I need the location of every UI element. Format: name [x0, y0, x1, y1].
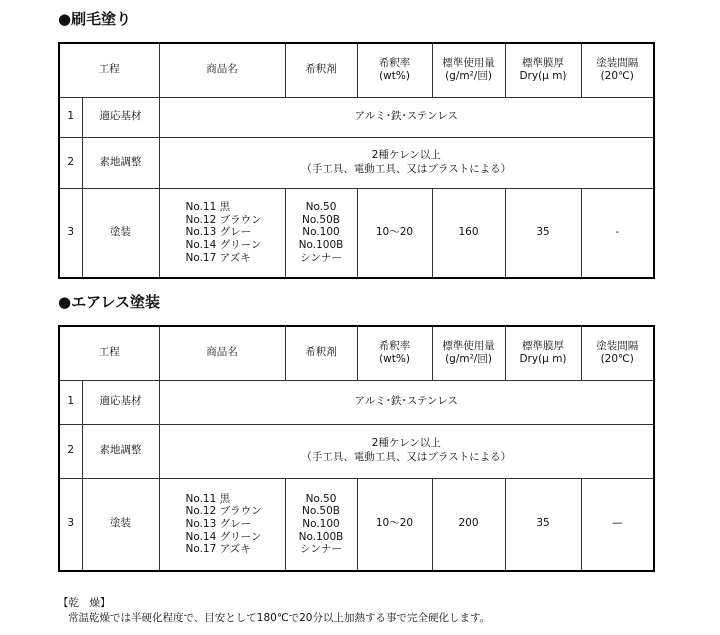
- header-step: [59, 326, 159, 380]
- thinner-item: No.100: [302, 517, 340, 530]
- header-usage: [432, 43, 505, 97]
- row-content: [159, 424, 654, 478]
- thinner-label: 希釈剤: [305, 63, 337, 76]
- interval-value: -: [615, 225, 620, 238]
- product-item: No.13 グレー: [185, 517, 252, 530]
- interval-unit: (20℃): [600, 353, 634, 366]
- thickness-cell: [505, 188, 581, 278]
- ratio-cell: [357, 188, 432, 278]
- row-no: 1: [67, 395, 75, 408]
- table-row: [59, 380, 654, 424]
- usage-label: 標準使用量: [442, 56, 495, 69]
- header-product: [159, 43, 285, 97]
- thickness-value: 35: [536, 517, 550, 530]
- row-number: [59, 424, 82, 478]
- row-number: [59, 97, 82, 137]
- drying-note: [58, 596, 490, 626]
- table-row: [59, 188, 654, 278]
- note-body: 常温乾燥では半硬化程度で、目安として180℃で20分以上加熱する事で完全硬化します。: [68, 612, 491, 625]
- usage-cell: [432, 478, 505, 571]
- row-step: [82, 478, 159, 571]
- step-name: 適応基材: [99, 110, 142, 123]
- header-thickness: [505, 43, 581, 97]
- row-step: [82, 137, 159, 188]
- thinner-item: No.50: [305, 201, 337, 214]
- content-text: アルミ･鉄･ステンレス: [354, 110, 458, 123]
- thinner-item: シンナー: [300, 251, 342, 264]
- row-number: [59, 478, 82, 571]
- thickness-label: 標準膜厚: [522, 56, 564, 69]
- coating-spec-table: [58, 42, 655, 279]
- step-name: 素地調整: [99, 155, 142, 168]
- header-thickness: [505, 326, 581, 380]
- header-row: [59, 43, 654, 97]
- header-ratio: [357, 326, 432, 380]
- usage-unit: (g/m²/回): [445, 353, 492, 366]
- product-item: No.12 ブラウン: [185, 505, 262, 518]
- usage-cell: [432, 188, 505, 278]
- thickness-value: 35: [536, 225, 550, 238]
- row-content: [159, 137, 654, 188]
- table-row: [59, 478, 654, 571]
- product-item: No.11 黒: [185, 492, 231, 505]
- row-number: [59, 380, 82, 424]
- thinner-item: No.50B: [302, 505, 340, 518]
- row-content: [159, 380, 654, 424]
- interval-label: 塗装間隔: [596, 56, 639, 69]
- header-ratio: [357, 43, 432, 97]
- thinner-list: [285, 188, 357, 278]
- interval-value: —: [612, 517, 623, 530]
- section-title: ●刷毛塗り: [58, 10, 132, 28]
- content-text: アルミ･鉄･ステンレス: [354, 395, 458, 408]
- row-no: 3: [67, 517, 75, 530]
- header-interval: [581, 326, 654, 380]
- row-content: [159, 97, 654, 137]
- header-thinner: [285, 326, 357, 380]
- row-number: [59, 137, 82, 188]
- usage-value: 200: [458, 517, 479, 530]
- table-row: [59, 424, 654, 478]
- content-text: 2種ケレン以上: [371, 148, 441, 161]
- section-title: ●エアレス塗装: [58, 293, 161, 311]
- thinner-list: [285, 478, 357, 571]
- row-no: 2: [67, 444, 75, 457]
- row-no: 3: [67, 225, 75, 238]
- header-step: [59, 43, 159, 97]
- row-step: [82, 97, 159, 137]
- product-item: No.13 グレー: [185, 226, 252, 239]
- thinner-item: No.50B: [302, 213, 340, 226]
- thinner-item: No.100B: [298, 530, 344, 543]
- ratio-value: 10～20: [375, 517, 414, 530]
- product-label: 商品名: [206, 63, 238, 76]
- row-step: [82, 424, 159, 478]
- thinner-item: シンナー: [300, 543, 342, 556]
- step-name: 適応基材: [99, 395, 142, 408]
- row-no: 1: [67, 110, 75, 123]
- ratio-value: 10～20: [375, 225, 414, 238]
- product-item: No.11 黒: [185, 201, 231, 214]
- step-name: 素地調整: [99, 444, 142, 457]
- thickness-label: 標準膜厚: [522, 339, 564, 352]
- content-text: 2種ケレン以上: [371, 437, 441, 450]
- product-item: No.14 グリーン: [185, 530, 262, 543]
- table-row: [59, 137, 654, 188]
- product-label: 商品名: [206, 346, 238, 359]
- interval-cell: [581, 188, 654, 278]
- product-item: No.12 ブラウン: [185, 213, 262, 226]
- product-item: No.17 アズキ: [185, 543, 251, 556]
- row-step: [82, 380, 159, 424]
- product-item: No.17 アズキ: [185, 251, 251, 264]
- note-title: 【乾 燥】: [58, 597, 111, 609]
- header-interval: [581, 43, 654, 97]
- interval-cell: [581, 478, 654, 571]
- table-row: [59, 97, 654, 137]
- step-name: 塗装: [110, 225, 131, 238]
- header-row: [59, 326, 654, 380]
- content-subtext: （手工具、電動工具、又はブラストによる）: [301, 451, 512, 463]
- ratio-label: 希釈率: [378, 56, 411, 69]
- thickness-unit: Dry(μ m): [519, 353, 567, 366]
- ratio-label: 希釈率: [378, 339, 411, 352]
- step-name: 塗装: [110, 517, 131, 530]
- coating-spec-table: [58, 325, 655, 572]
- ratio-unit: (wt%): [379, 70, 410, 83]
- thinner-label: 希釈剤: [305, 346, 337, 359]
- usage-value: 160: [458, 225, 479, 238]
- product-list: [159, 478, 285, 571]
- row-number: [59, 188, 82, 278]
- row-step: [82, 188, 159, 278]
- thickness-cell: [505, 478, 581, 571]
- product-item: No.14 グリーン: [185, 239, 262, 252]
- thickness-unit: Dry(μ m): [519, 70, 567, 83]
- step-label: 工程: [98, 346, 120, 359]
- product-list: [159, 188, 285, 278]
- usage-unit: (g/m²/回): [445, 70, 492, 83]
- step-label: 工程: [98, 63, 120, 76]
- content-subtext: （手工具、電動工具、又はブラストによる）: [301, 162, 512, 175]
- interval-label: 塗装間隔: [596, 339, 639, 352]
- thinner-item: No.50: [305, 492, 337, 505]
- row-no: 2: [67, 155, 75, 168]
- header-product: [159, 326, 285, 380]
- thinner-item: No.100: [302, 226, 340, 239]
- thinner-item: No.100B: [298, 239, 344, 252]
- header-thinner: [285, 43, 357, 97]
- interval-unit: (20℃): [600, 70, 634, 83]
- usage-label: 標準使用量: [442, 339, 495, 352]
- ratio-unit: (wt%): [379, 353, 410, 366]
- ratio-cell: [357, 478, 432, 571]
- header-usage: [432, 326, 505, 380]
